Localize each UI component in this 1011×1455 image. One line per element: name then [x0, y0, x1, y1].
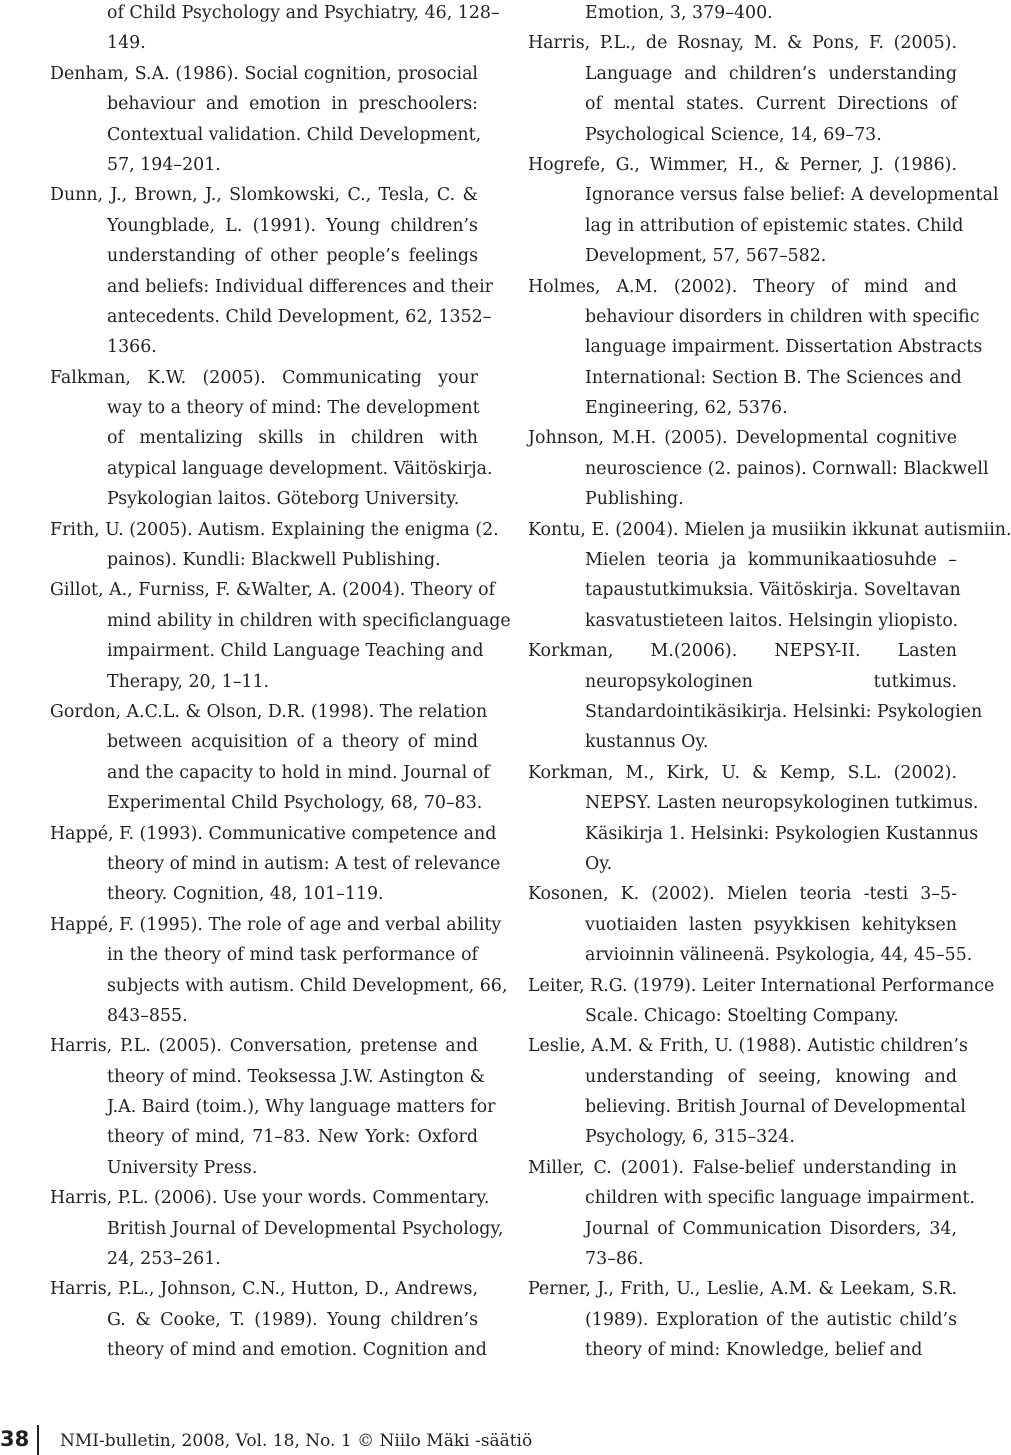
reference-first-line: Denham, S.A. (1986). Social cognition, prosocial [50, 63, 478, 84]
reference-continuation-line: British Journal of Developmental Psychology, [107, 1218, 504, 1239]
reference-continuation-line: arvioinnin välineenä. Psykologia, 44, 45–55. [585, 945, 973, 966]
reference-entry [528, 150, 999, 272]
reference-continuation-line: Development, 57, 567–582. [585, 246, 827, 267]
footer-divider [37, 1425, 39, 1455]
reference-continuation-line: believing. British Journal of Developmental [585, 1097, 966, 1118]
reference-continuation-line: between acquisition of a theory of mind [107, 732, 478, 753]
reference-continuation-line: 1366. [107, 337, 157, 358]
reference-entry [528, 0, 957, 28]
reference-continuation-line: Emotion, 3, 379–400. [585, 3, 773, 23]
reference-continuation-line: Ignorance versus false belief: A developmental [585, 185, 999, 206]
reference-first-line: Gillot, A., Furniss, F. &Walter, A. (2004). Theory of [50, 580, 496, 601]
reference-entry [528, 28, 957, 150]
reference-continuation-line: children with specific language impairment. [585, 1188, 975, 1209]
reference-continuation-line: Engineering, 62, 5376. [585, 398, 788, 419]
reference-entry [50, 180, 493, 362]
reference-first-line: Happé, F. (1995). The role of age and verbal ability [50, 914, 502, 935]
reference-entry [528, 636, 983, 758]
reference-continuation-line: G. & Cooke, T. (1989). Young children’s [107, 1309, 478, 1330]
reference-first-line: Harris, P.L., de Rosnay, M. & Pons, F. (2005). [528, 33, 957, 54]
reference-continuation-line: University Press. [107, 1157, 258, 1178]
reference-first-line: Hogrefe, G., Wimmer, H., & Perner, J. (1986). [528, 154, 957, 175]
reference-first-line: Leiter, R.G. (1979). Leiter International Performance [528, 975, 995, 996]
reference-continuation-line: 73–86. [585, 1249, 644, 1270]
reference-continuation-line: language impairment. Dissertation Abstracts [585, 337, 983, 358]
reference-continuation-line: theory. Cognition, 48, 101–119. [107, 884, 384, 905]
reference-first-line: Korkman, M., Kirk, U. & Kemp, S.L. (2002). [528, 762, 957, 783]
reference-list-left [50, 0, 511, 1366]
reference-continuation-line: understanding of seeing, knowing and [585, 1066, 957, 1087]
reference-continuation-line: kustannus Oy. [585, 732, 709, 753]
reference-continuation-line: behaviour and emotion in preschoolers: [107, 94, 478, 115]
reference-entry [50, 59, 482, 181]
reference-continuation-line: behaviour disorders in children with specific [585, 306, 980, 327]
page-number: 38 [0, 1427, 30, 1451]
reference-continuation-line: theory of mind and emotion. Cognition and [107, 1340, 487, 1361]
reference-continuation-line: Standardointikäsikirja. Helsinki: Psykologien [585, 701, 983, 722]
reference-continuation-line: theory of mind. Teoksessa J.W. Astington & [107, 1066, 486, 1087]
reference-continuation-line: J.A. Baird (toim.), Why language matters for [107, 1097, 496, 1118]
reference-continuation-line: Psychological Science, 14, 69–73. [585, 124, 882, 145]
reference-continuation-line: International: Section B. The Sciences and [585, 367, 962, 388]
reference-continuation-line: 24, 253–261. [107, 1249, 221, 1270]
reference-entry [528, 758, 979, 880]
reference-first-line: Holmes, A.M. (2002). Theory of mind and [528, 276, 957, 297]
reference-first-line: Frith, U. (2005). Autism. Explaining the enigma (2. [50, 519, 499, 540]
reference-entry [528, 272, 983, 424]
footer-publication-info: NMI-bulletin, 2008, Vol. 18, No. 1 © Niilo Mäki -säätiö [60, 1431, 533, 1451]
reference-entry [50, 575, 511, 697]
reference-continuation-line: Youngblade, L. (1991). Young children’s [107, 215, 478, 236]
reference-continuation-line: atypical language development. Väitöskirja. [107, 458, 493, 479]
reference-continuation-line: Therapy, 20, 1–11. [107, 671, 270, 692]
reference-continuation-line: and beliefs: Individual differences and their [107, 276, 493, 297]
reference-first-line: Kosonen, K. (2002). Mielen teoria -testi 3–5- [528, 884, 957, 905]
reference-continuation-line: theory of mind: Knowledge, belief and [585, 1340, 923, 1361]
reference-continuation-line: of mentalizing skills in children with [107, 428, 478, 449]
reference-first-line: Korkman, M.(2006). NEPSY-II. Lasten [528, 641, 957, 662]
reference-continuation-line: 149. [107, 33, 146, 54]
reference-first-line: Happé, F. (1993). Communicative competence and [50, 823, 497, 844]
reference-first-line: Dunn, J., Brown, J., Slomkowski, C., Tesla, C. & [50, 185, 478, 206]
reference-continuation-line: Oy. [585, 853, 613, 874]
reference-continuation-line: mind ability in children with specificlanguage [107, 610, 511, 631]
reference-first-line: Falkman, K.W. (2005). Communicating your [50, 367, 478, 388]
reference-continuation-line: way to a theory of mind: The development [107, 398, 480, 419]
reference-continuation-line: understanding of other people’s feelings [107, 246, 478, 267]
reference-continuation-line: Scale. Chicago: Stoelting Company. [585, 1005, 899, 1026]
reference-entry [50, 819, 501, 910]
reference-first-line: Harris, P.L. (2006). Use your words. Commentary. [50, 1188, 490, 1209]
reference-continuation-line: in the theory of mind task performance of [107, 945, 478, 966]
reference-continuation-line: vuotiaiden lasten psyykkisen kehityksen [585, 914, 957, 935]
reference-continuation-line: Language and children’s understanding [585, 63, 957, 84]
reference-continuation-line: tapaustutkimuksia. Väitöskirja. Soveltavan [585, 580, 961, 601]
reference-continuation-line: kasvatustieteen laitos. Helsingin yliopisto. [585, 610, 959, 631]
reference-continuation-line: (1989). Exploration of the autistic child’s [585, 1309, 957, 1330]
reference-continuation-line: impairment. Child Language Teaching and [107, 641, 484, 662]
reference-list-right [528, 0, 1011, 1366]
reference-entry [50, 910, 508, 1032]
reference-first-line: Miller, C. (2001). False-belief understanding in [528, 1157, 957, 1178]
reference-continuation-line: Psykologian laitos. Göteborg University. [107, 489, 460, 510]
reference-entry [528, 515, 1011, 637]
reference-continuation-line: Experimental Child Psychology, 68, 70–83. [107, 793, 483, 814]
reference-first-line: Harris, P.L., Johnson, C.N., Hutton, D., Andrews, [50, 1279, 478, 1300]
reference-continuation-line: lag in attribution of epistemic states. Child [585, 215, 964, 236]
reference-continuation-line: 843–855. [107, 1005, 188, 1026]
reference-continuation-line: theory of mind, 71–83. New York: Oxford [107, 1127, 478, 1148]
reference-entry [528, 1031, 968, 1153]
reference-continuation-line: subjects with autism. Child Development, 66, [107, 975, 508, 996]
reference-continuation-line: Psychology, 6, 315–324. [585, 1127, 795, 1148]
reference-continuation-line: 57, 194–201. [107, 154, 221, 175]
reference-continuation-line: and the capacity to hold in mind. Journal of [107, 762, 490, 783]
reference-first-line: Perner, J., Frith, U., Leslie, A.M. & Leekam, S.R. [528, 1279, 957, 1300]
reference-entry [50, 0, 500, 59]
reference-continuation-line: Contextual validation. Child Development, [107, 124, 482, 145]
reference-entry [50, 515, 499, 576]
reference-first-line: Leslie, A.M. & Frith, U. (1988). Autistic children’s [528, 1036, 968, 1057]
reference-continuation-line: antecedents. Child Development, 62, 1352– [107, 306, 492, 327]
reference-continuation-line: theory of mind in autism: A test of relevance [107, 853, 501, 874]
reference-entry [528, 1153, 975, 1275]
reference-entry [50, 697, 490, 819]
reference-entry [528, 971, 995, 1032]
reference-entry [528, 879, 973, 970]
reference-entry [528, 423, 989, 514]
reference-continuation-line: Journal of Communication Disorders, 34, [585, 1218, 957, 1239]
reference-entry [50, 1274, 487, 1365]
reference-continuation-line: Publishing. [585, 489, 684, 510]
reference-continuation-line: of Child Psychology and Psychiatry, 46, 128– [107, 3, 500, 23]
reference-first-line: Harris, P.L. (2005). Conversation, pretense and [50, 1036, 478, 1057]
reference-continuation-line: NEPSY. Lasten neuropsykologinen tutkimus. [585, 793, 979, 814]
reference-entry [50, 1031, 496, 1183]
page-footer [0, 1424, 960, 1455]
reference-continuation-line: neuropsykologinen tutkimus. [585, 671, 957, 692]
reference-first-line: Johnson, M.H. (2005). Developmental cognitive [528, 428, 957, 449]
reference-continuation-line: painos). Kundli: Blackwell Publishing. [107, 550, 441, 571]
reference-continuation-line: Mielen teoria ja kommunikaatiosuhde – [585, 550, 957, 571]
reference-first-line: Kontu, E. (2004). Mielen ja musiikin ikkunat autismiin. [528, 519, 1011, 540]
reference-continuation-line: of mental states. Current Directions of [585, 94, 957, 115]
reference-entry [528, 1274, 957, 1365]
reference-entry [50, 1183, 504, 1274]
reference-continuation-line: Käsikirja 1. Helsinki: Psykologien Kustannus [585, 823, 979, 844]
reference-entry [50, 363, 493, 515]
reference-continuation-line: neuroscience (2. painos). Cornwall: Blackwell [585, 458, 989, 479]
reference-first-line: Gordon, A.C.L. & Olson, D.R. (1998). The relation [50, 701, 488, 722]
